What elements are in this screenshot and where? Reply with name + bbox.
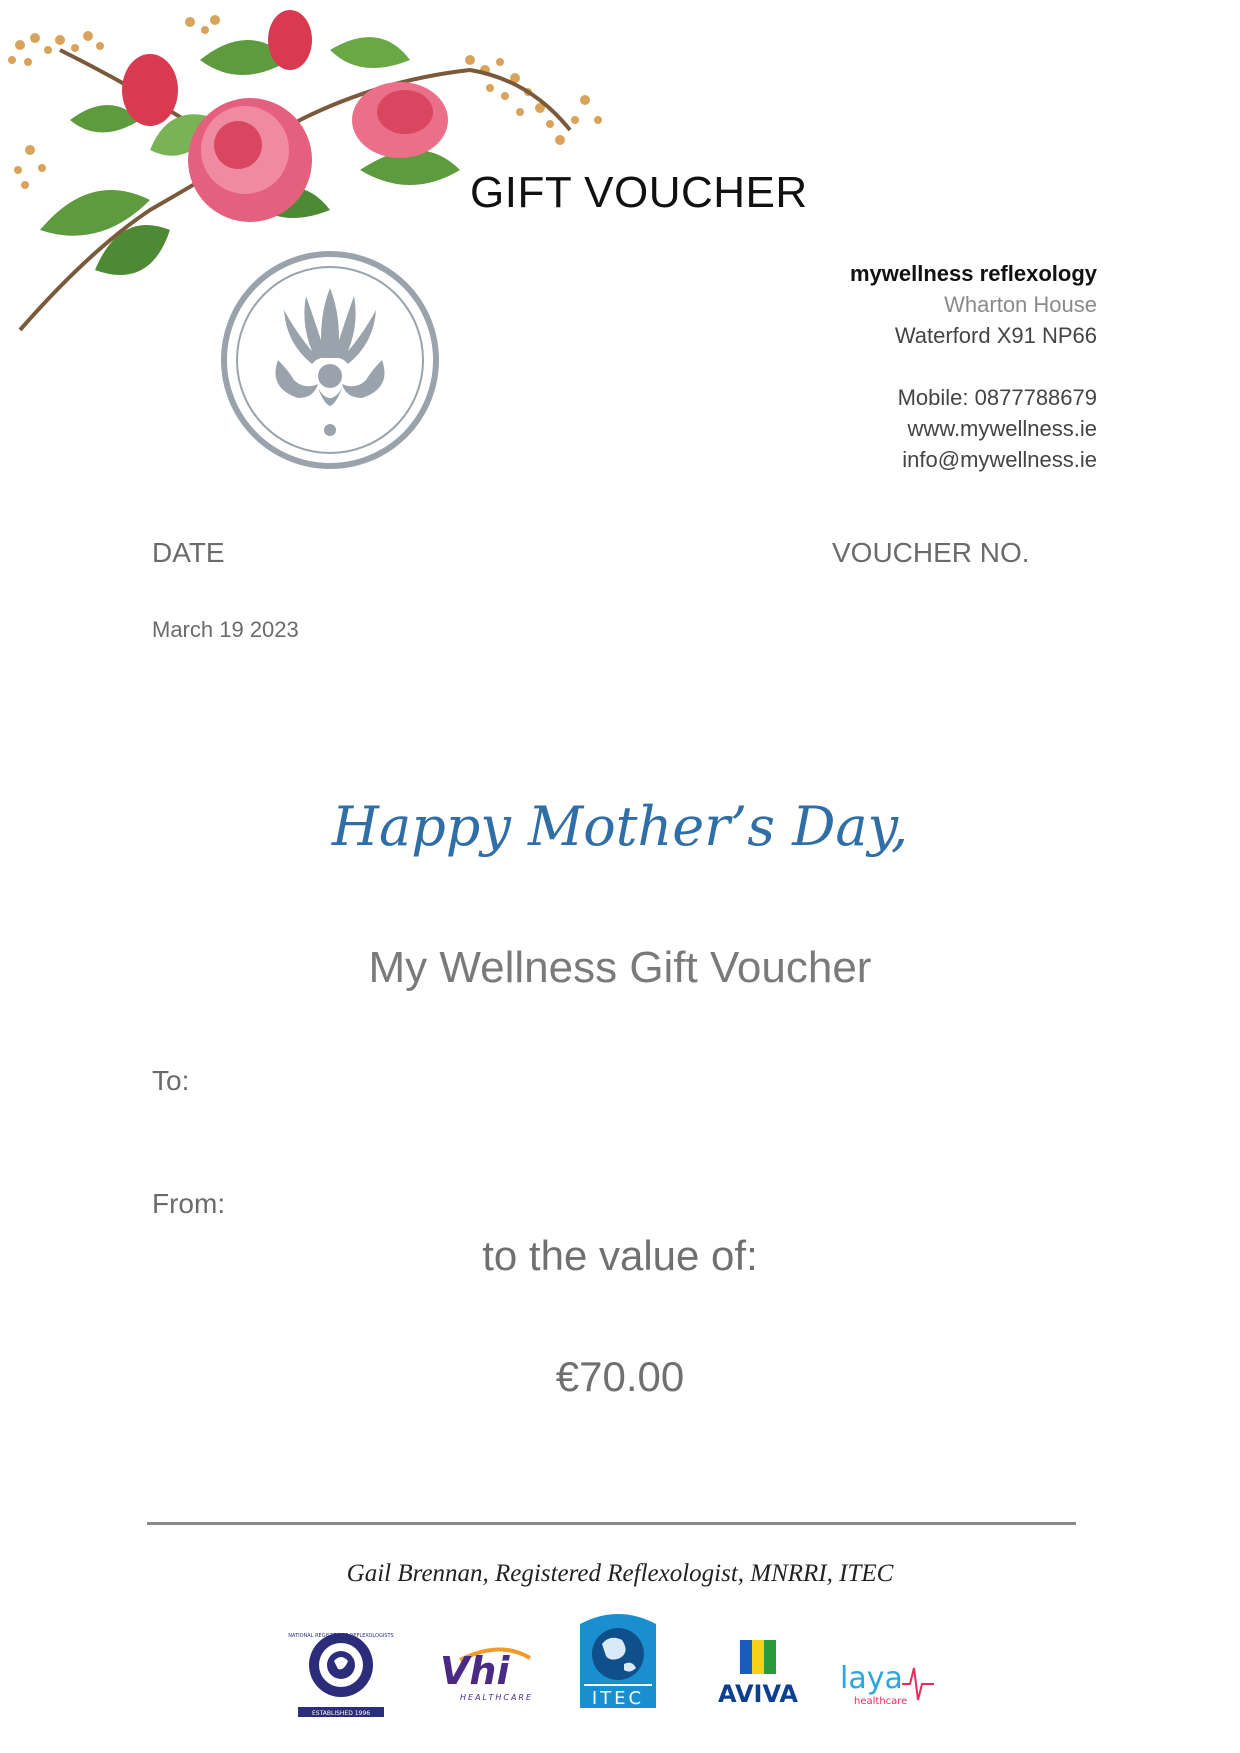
value-label: to the value of: [482, 1232, 758, 1279]
itec-text: ITEC [591, 1688, 645, 1709]
itec-logo [580, 1612, 656, 1708]
vhi-sub-text: HEALTHCARE [460, 1693, 534, 1702]
signature-text: Gail Brennan, Registered Reflexologist, MNRRI, ITEC [346, 1560, 894, 1587]
business-details [850, 258, 1097, 475]
wellness-emblem-logo [218, 248, 442, 472]
laya-logo [840, 1660, 936, 1710]
laya-sub-text: healthcare [854, 1696, 908, 1707]
voucher-number-label: VOUCHER NO. [832, 537, 1030, 568]
greeting-heading: Happy Mother’s Day, [331, 795, 909, 858]
signature-line [147, 1522, 1076, 1525]
voucher-subtitle: My Wellness Gift Voucher [368, 943, 872, 992]
date-value: March 19 2023 [152, 617, 299, 642]
address-line-2: Waterford X91 NP66 [894, 323, 1097, 348]
aviva-logo [710, 1640, 806, 1706]
laya-text: laya [840, 1661, 903, 1696]
mobile-number: Mobile: 0877788679 [897, 385, 1097, 410]
nrr-logo [288, 1625, 394, 1719]
nrr-name-text: NATIONAL REGISTER OF REFLEXOLOGISTS [288, 1633, 394, 1639]
vhi-logo [440, 1640, 540, 1704]
to-label: To: [152, 1065, 190, 1096]
from-label: From: [152, 1188, 226, 1219]
nrr-established-text: ESTABLISHED 1996 [311, 1710, 371, 1717]
website: www.mywellness.ie [907, 416, 1097, 441]
business-name: mywellness reflexology [850, 261, 1097, 286]
aviva-text: AVIVA [718, 1680, 798, 1708]
date-label: DATE [152, 537, 225, 568]
email: info@mywellness.ie [902, 447, 1097, 472]
voucher-title: GIFT VOUCHER [470, 168, 808, 217]
voucher-amount: €70.00 [555, 1353, 685, 1400]
address-line-1: Wharton House [944, 292, 1097, 317]
vhi-text: Vhi [440, 1649, 510, 1693]
